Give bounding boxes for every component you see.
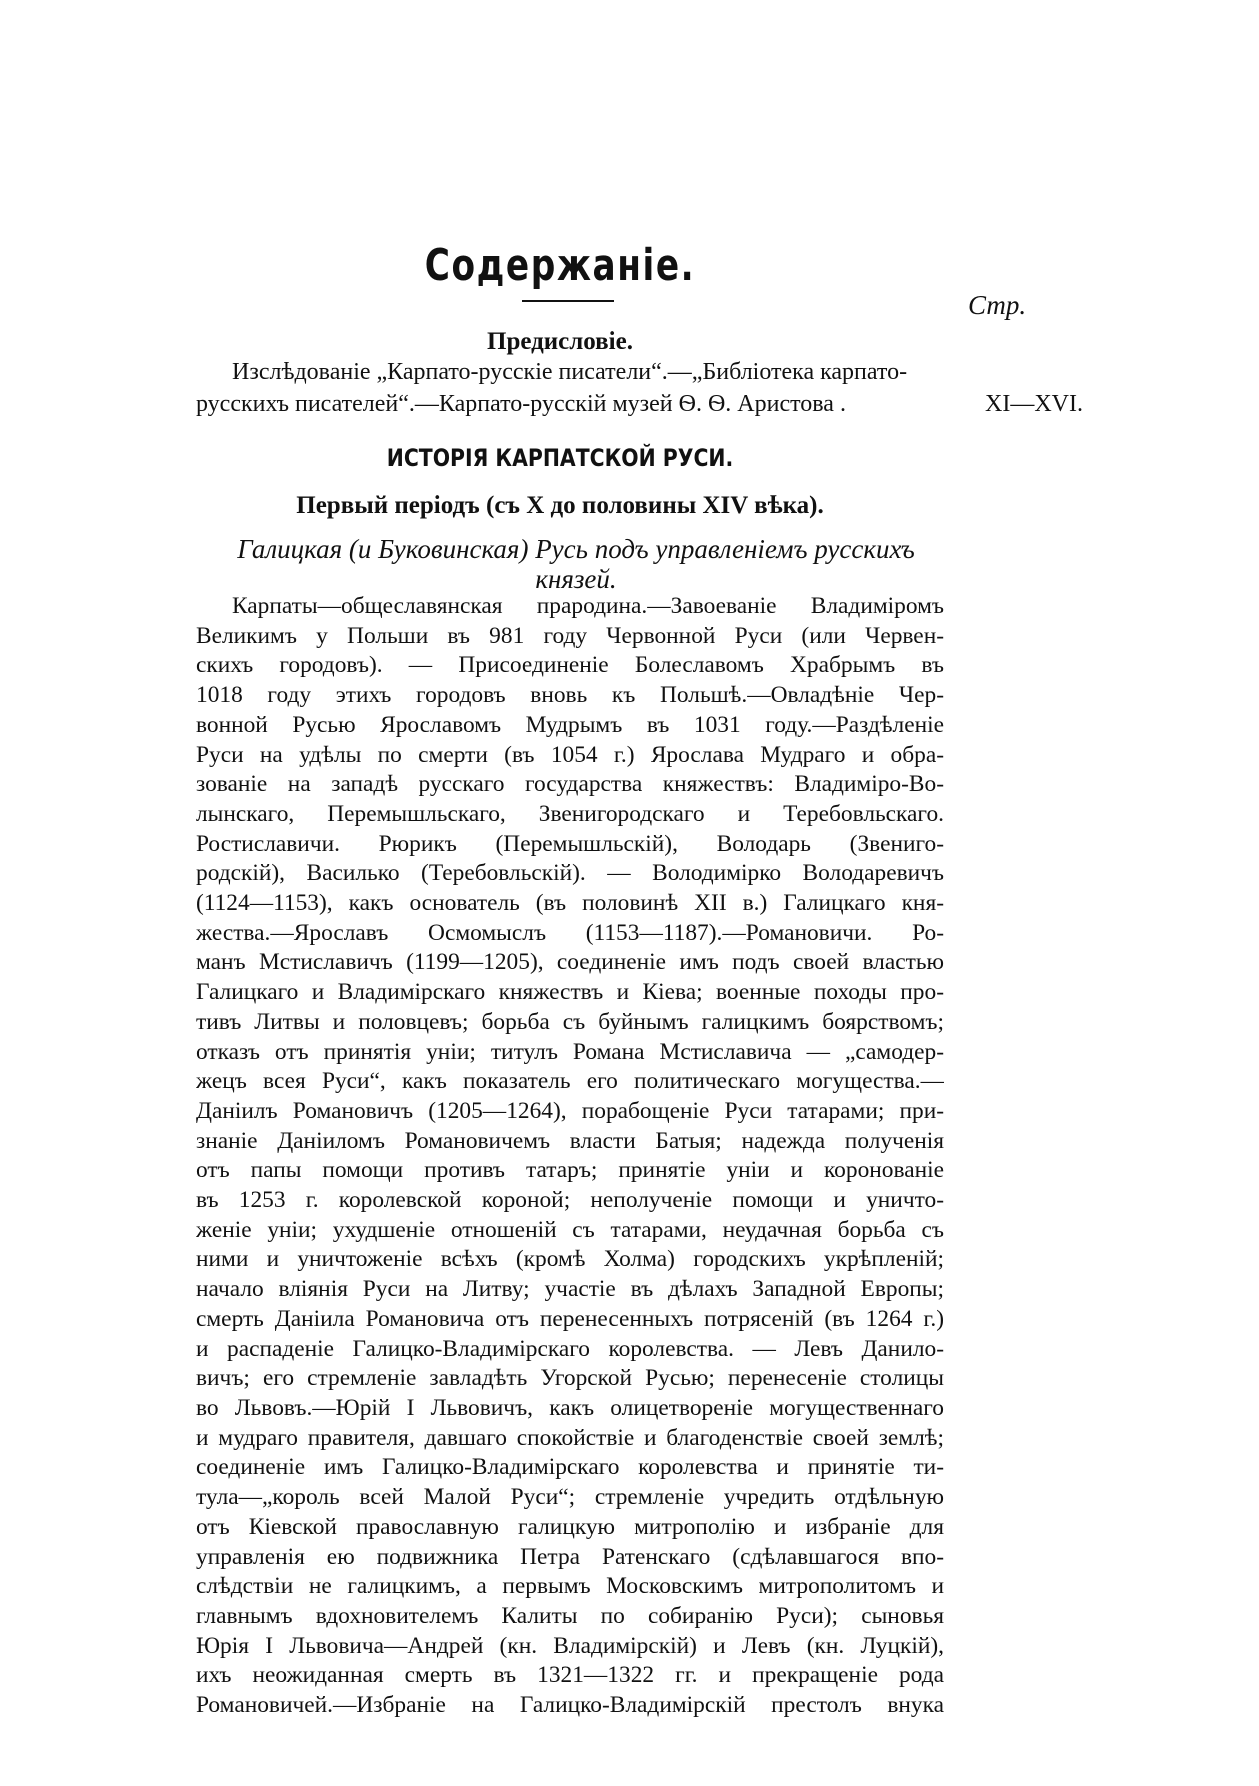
text-line: ихъ неожиданная смерть въ 1321—1322 гг. и прекращеніе рода	[196, 1662, 944, 1689]
text-line: въ 1253 г. королевской короной; неполученіе помощи и уничто-	[196, 1187, 944, 1214]
text-line: Карпаты—общеславянская прародина.—Завоеваніе Владиміромъ	[232, 593, 944, 619]
text-line: Романовичей.—Избраніе на Галицко-Владимірскій престолъ внука	[196, 1692, 944, 1719]
text-line: жества.—Ярославъ Осмомыслъ (1153—1187).—Романовичи. Ро-	[196, 919, 944, 946]
preface-entry-line: русскихъ писателей“.—Карпато-русскій музей Ѳ. Ѳ. Аристова .	[196, 391, 846, 417]
text-line: и распаденіе Галицко-Владимірскаго королевства. — Левъ Данило-	[196, 1335, 944, 1362]
text-line: ними и уничтоженіе всѣхъ (кромѣ Холма) городскихъ укрѣпленій;	[196, 1246, 944, 1273]
preface-entry	[196, 356, 956, 420]
section-summary	[196, 592, 944, 1721]
text-line: управленія ею подвижника Петра Ратенскаго (сдѣлавшагося впо-	[196, 1543, 944, 1570]
preface-entry-line: Изслѣдованіе „Карпато-русскіе писатели“.—„Библіотека карпато-	[232, 359, 908, 385]
text-line: Юрія I Львовича—Андрей (кн. Владимірскій) и Левъ (кн. Луцкій),	[196, 1632, 944, 1659]
text-line: вичъ; его стремленіе завладѣть Угорской Русью; перенесеніе столицы	[196, 1365, 944, 1392]
part-heading: ИСТОРІЯ КАРПАТСКОЙ РУСИ.	[386, 444, 734, 472]
text-line: скихъ городовъ). — Присоединеніе Болеславомъ Храбрымъ въ	[196, 652, 944, 679]
text-line: лынскаго, Перемышльскаго, Звенигородскаго и Теребовльскаго.	[196, 800, 944, 827]
text-line: (1124—1153), какъ основатель (въ половинѣ XII в.) Галицкаго кня-	[196, 890, 944, 917]
text-line: зованіе на западѣ русскаго государства княжествъ: Владиміро-Во-	[196, 771, 944, 798]
text-line: отъ папы помощи противъ татаръ; принятіе уніи и коронованіе	[196, 1157, 944, 1184]
page-column-label: Стр.	[968, 290, 1027, 320]
text-line: тула—„король всей Малой Руси“; стремленіе учредить отдѣльную	[196, 1484, 944, 1511]
text-line: тивъ Литвы и половцевъ; борьба съ буйнымъ галицкимъ боярствомъ;	[196, 1008, 944, 1035]
text-line: жецъ всея Руси“, какъ показатель его политическаго могущества.—	[196, 1068, 944, 1095]
text-line: манъ Мстиславичъ (1199—1205), соединеніе имъ подъ своей властью	[196, 949, 944, 976]
text-line: Руси на удѣлы по смерти (въ 1054 г.) Ярослава Мудраго и обра-	[196, 741, 944, 768]
page-title: Содержаніе.	[424, 240, 696, 291]
text-line: во Львовъ.—Юрій I Львовичъ, какъ олицетвореніе могущественнаго	[196, 1394, 944, 1421]
text-line: начало вліянія Руси на Литву; участіе въ дѣлахъ Западной Европы;	[196, 1276, 944, 1303]
period-heading: Первый періодъ (съ X до половины XIV вѣка).	[296, 492, 824, 519]
preface-heading: Предисловіе.	[487, 328, 633, 355]
text-line: Ростиславичи. Рюрикъ (Перемышльскій), Володарь (Звениго-	[196, 830, 944, 857]
text-line: Великимъ у Польши въ 981 году Червонной Руси (или Червен-	[196, 622, 944, 649]
text-line: знаніе Даніиломъ Романовичемъ власти Батыя; надежда полученія	[196, 1127, 944, 1154]
text-line: соединеніе имъ Галицко-Владимірскаго королевства и принятіе ти-	[196, 1454, 944, 1481]
text-line: смерть Даніила Романовича отъ перенесенныхъ потрясеній (въ 1264 г.)	[196, 1305, 944, 1332]
text-line: вонной Русью Ярославомъ Мудрымъ въ 1031 году.—Раздѣленіе	[196, 711, 944, 738]
text-line: главнымъ вдохновителемъ Калиты по собиранію Руси); сыновья	[196, 1602, 944, 1629]
text-line: 1018 году этихъ городовъ вновь къ Польшѣ.—Овладѣніе Чер-	[196, 682, 944, 709]
section-subtitle: Галицкая (и Буковинская) Русь подъ управленіемъ русскихъ князей.	[237, 534, 915, 594]
text-line: Галицкаго и Владимірскаго княжествъ и Кіева; военные походы про-	[196, 979, 944, 1006]
text-line: отъ Кіевской православную галицкую митрополію и избраніе для	[196, 1513, 944, 1540]
title-divider	[522, 300, 614, 302]
text-line: слѣдствіи не галицкимъ, а первымъ Московскимъ митрополитомъ и	[196, 1573, 944, 1600]
text-line: родскій), Василько (Теребовльскій). — Володимірко Володаревичъ	[196, 860, 944, 887]
text-line: и мудраго правителя, давшаго спокойствіе и благоденствіе своей землѣ;	[196, 1424, 944, 1451]
text-line: отказъ отъ принятія уніи; титулъ Романа Мстиславича — „самодер-	[196, 1038, 944, 1065]
text-line: Даніилъ Романовичъ (1205—1264), порабощеніе Руси татарами; при-	[196, 1097, 944, 1124]
preface-page-range: XI—XVI.	[985, 391, 1083, 417]
text-line: женіе уніи; ухудшеніе отношеній съ татарами, неудачная борьба съ	[196, 1216, 944, 1243]
